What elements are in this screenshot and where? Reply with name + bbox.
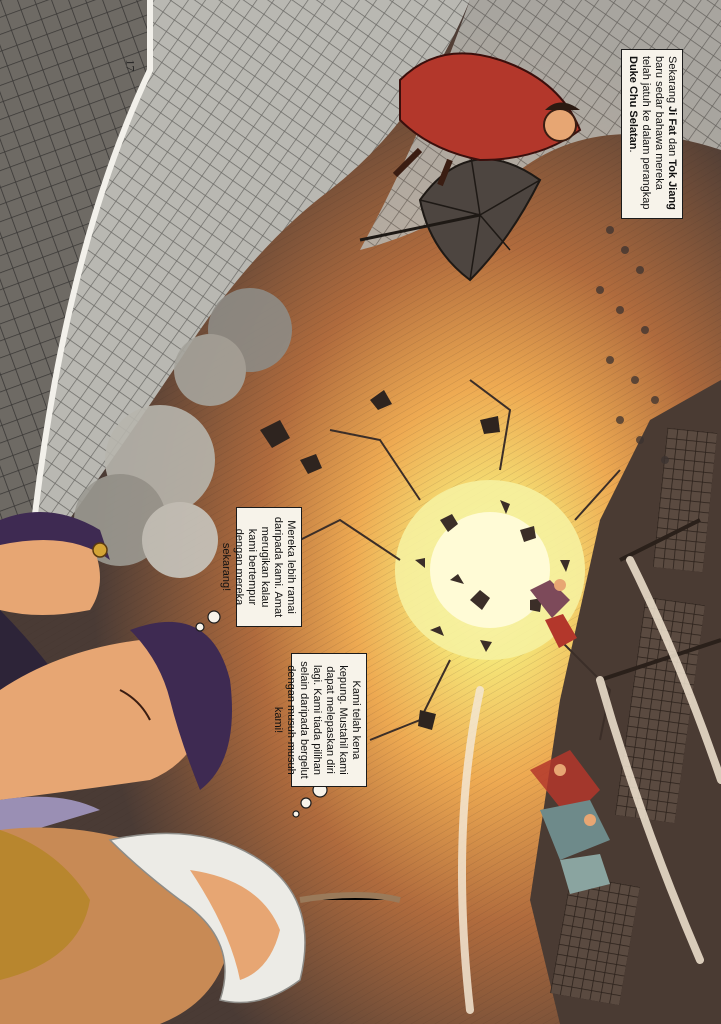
page-number: 17	[123, 59, 138, 72]
caption-name-ji-fat: Ji Fat	[666, 106, 678, 135]
caption-name-duke: Duke Chu Selatan	[627, 56, 639, 150]
thought-bubble-1	[220, 507, 302, 627]
caption-text-3: baru sedar bahawa mereka telah jatuh ke dalam perangkap	[640, 56, 665, 210]
narration-caption	[621, 49, 683, 219]
caption-name-tok-jiang: Tok Jiang	[666, 159, 678, 210]
thought-bubble-1-text: Mereka lebih ramai daripada kami. Amat merugikan kalau kami bertempur dengan mereka sekarang!	[220, 516, 297, 618]
thought-bubble-2	[272, 653, 367, 787]
thought-bubble-2-text: Kami telah kena kepung. Mustahil kami dapat melepaskan diri lagi. Kami tiada pilihan selain daripada bergelut dengan musuh-musuh kami!	[272, 661, 362, 779]
caption-text-2: dan	[666, 134, 678, 160]
caption-text-4: .	[627, 149, 639, 153]
caption-text-1: Sekarang	[666, 56, 678, 107]
